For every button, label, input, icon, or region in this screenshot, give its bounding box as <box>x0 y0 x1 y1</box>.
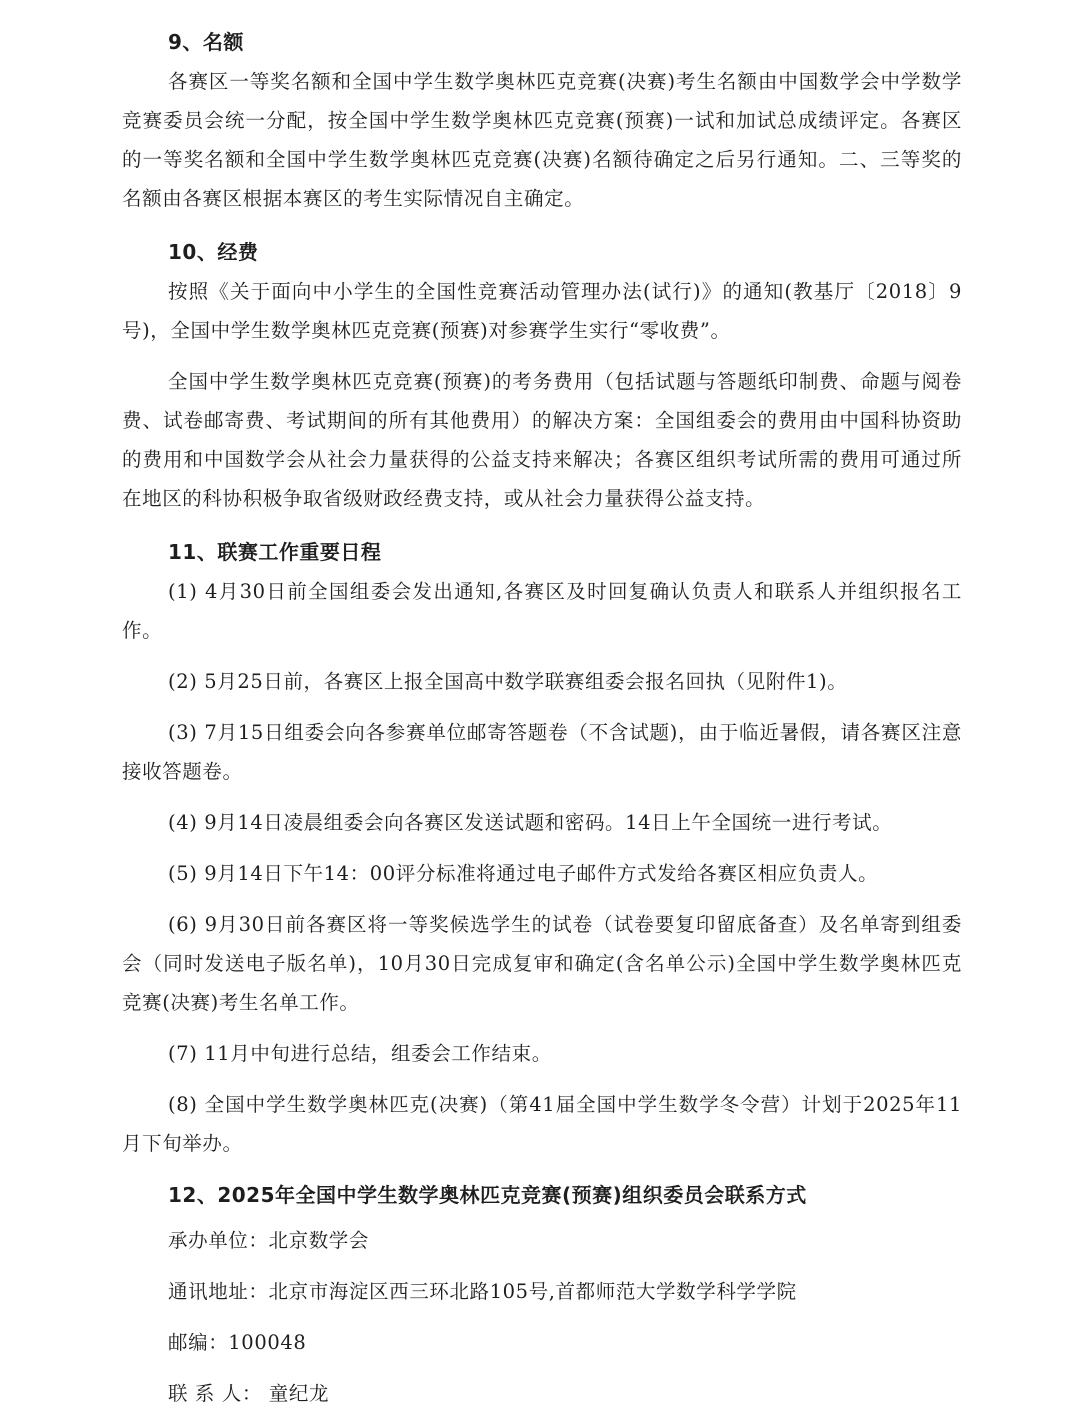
schedule-item-6: (6) 9月30日前各赛区将一等奖候选学生的试卷（试卷要复印留底备查）及名单寄到组委会（同时发送电子版名单)，10月30日完成复审和确定(含名单公示)全国中学生数学奥林匹克竞赛(决赛)考生名单工作。 <box>122 913 962 1014</box>
schedule-item-4: (4) 9月14日凌晨组委会向各赛区发送试题和密码。14日上午全国统一进行考试。 <box>168 811 893 834</box>
schedule-item-3: (3) 7月15日组委会向各参赛单位邮寄答题卷（不含试题)，由于临近暑假，请各赛区注意接收答题卷。 <box>122 721 962 783</box>
section-11-heading: 11、联赛工作重要日程 <box>168 540 382 564</box>
address-field: 通讯地址：北京市海淀区西三环北路105号,首都师范大学数学科学学院 <box>168 1280 797 1303</box>
section-9-paragraph: 各赛区一等奖名额和全国中学生数学奥林匹克竞赛(决赛)考生名额由中国数学会中学数学竞赛委员会统一分配，按全国中学生数学奥林匹克竞赛(预赛)一试和加试总成绩评定。各赛区的一等奖名额和全国中学生数学奥林匹克竞赛(决赛)名额待确定之后另行通知。二、三等奖的名额由各赛区根据本赛区的考生实际情况自主确定。 <box>122 70 962 210</box>
schedule-item-8: (8) 全国中学生数学奥林匹克(决赛)（第41届全国中学生数学冬令营）计划于2025年11月下旬举办。 <box>122 1093 962 1155</box>
schedule-item-2: (2) 5月25日前，各赛区上报全国高中数学联赛组委会报名回执（见附件1)。 <box>168 670 848 693</box>
section-10-paragraph-1: 按照《关于面向中小学生的全国性竞赛活动管理办法(试行)》的通知(教基厅〔2018〕9号)，全国中学生数学奥林匹克竞赛(预赛)对参赛学生实行“零收费”。 <box>122 280 962 342</box>
section-10-paragraph-2: 全国中学生数学奥林匹克竞赛(预赛)的考务费用（包括试题与答题纸印制费、命题与阅卷费、试卷邮寄费、考试期间的所有其他费用）的解决方案：全国组委会的费用由中国科协资助的费用和中国数学会从社会力量获得的公益支持来解决；各赛区组织考试所需的费用可通过所在地区的科协积极争取省级财政经费支持，或从社会力量获得公益支持。 <box>122 370 962 510</box>
postcode-field: 邮编：100048 <box>168 1331 307 1354</box>
schedule-item-7: (7) 11月中旬进行总结，组委会工作结束。 <box>168 1042 552 1065</box>
contact-person-field: 联 系 人： 童纪龙 <box>168 1382 330 1405</box>
organizer-field: 承办单位：北京数学会 <box>168 1229 370 1252</box>
schedule-item-5: (5) 9月14日下午14：00评分标准将通过电子邮件方式发给各赛区相应负责人。 <box>168 862 879 885</box>
schedule-item-1: (1) 4月30日前全国组委会发出通知,各赛区及时回复确认负责人和联系人并组织报名工作。 <box>122 580 962 642</box>
section-10-heading: 10、经费 <box>168 240 259 264</box>
section-9-heading: 9、名额 <box>168 30 244 54</box>
document-page <box>122 22 962 1413</box>
section-12-heading: 12、2025年全国中学生数学奥林匹克竞赛(预赛)组织委员会联系方式 <box>168 1183 807 1207</box>
